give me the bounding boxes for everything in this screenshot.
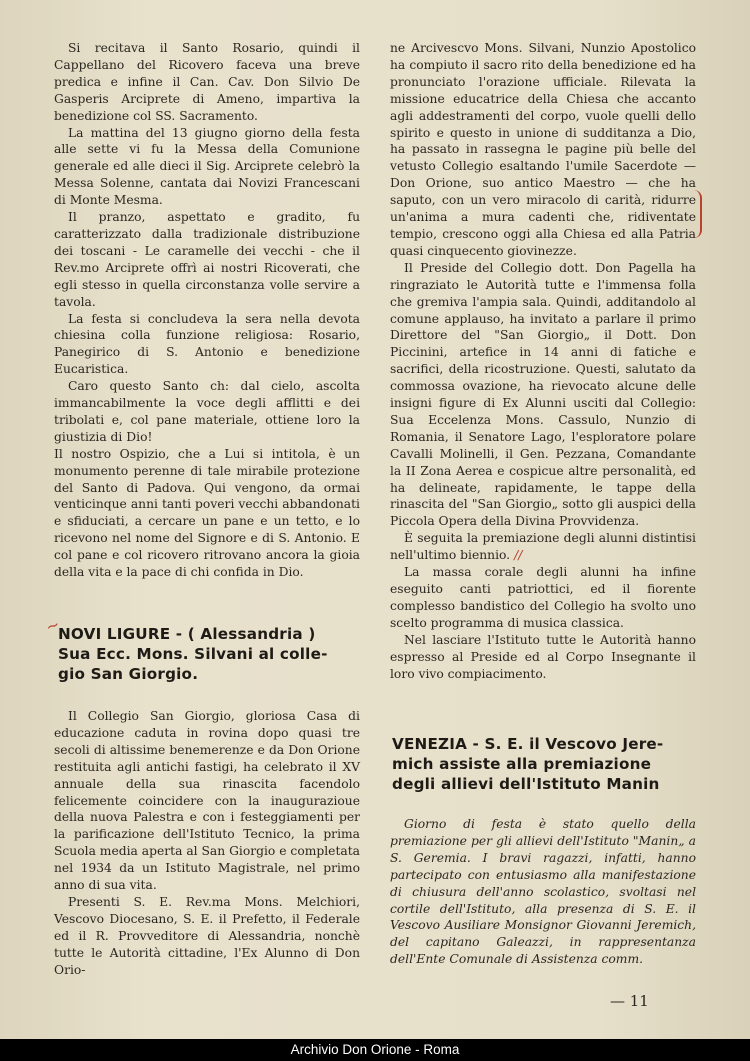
paragraph-text: È seguita la premiazione degli alunni distintisi nell'ultimo biennio.	[390, 531, 696, 563]
paragraph: Il pranzo, aspettato e gradito, fu caratterizzato dalla tradizionale distribuzione dei toscani - Le caramelle dei vecchi - che il Rev.mo Arciprete offrì ai nostri Ricoverati, che egli stesso in quella circonstanza volle servire a tavola.	[54, 210, 360, 309]
article-heading-novi-ligure	[58, 624, 358, 684]
heading-line: degli allievi dell'Istituto Manin	[392, 775, 660, 793]
red-pencil-mark-icon: ~	[43, 614, 63, 637]
paragraph: Il Collegio San Giorgio, gloriosa Casa di educazione caduta in rovina dopo quasi tre secoli di altissime benemerenze e da Don Orione restituita agli antichi fastigi, ha celebrato il XV annuale della sua rinascita facendolo felicemente coincidere con la inaugurazioue della nuova Palestra e con i festeggiamenti per la parificazione dell'Istituto Tecnico, la prima Scuola media aperta al San Giorgio e completata nel 1934 da un Istituto Magistrale, nel primo anno di sua vita.	[54, 709, 361, 893]
italic-lead-paragraph: Giorno di festa è stato quello della premiazione per gli allievi dell'Istituto "Manin„ a S. Geremia. I bravi ragazzi, infatti, hanno partecipato con entusiasmo alla manifestazione di chiusura dell'anno scolastico, svoltasi nel cortile dell'Istituto, alla presenza di S. E. il Vescovo Ausiliare Monsignor Giovanni Jeremich, del capitano Galeazzi, in rappresentanza dell'Ente Comunale di Assistenza comm.	[390, 817, 696, 967]
paragraph: Nel lasciare l'Istituto tutte le Autorità hanno espresso al Preside ed al Corpo Insegnante il loro vivo compiacimento.	[390, 632, 696, 681]
page-number: — 11	[610, 992, 649, 1010]
heading-line: mich assiste alla premiazione	[392, 755, 652, 773]
paragraph: Il nostro Ospizio, che a Lui si intitola, è un monumento perenne di tale mirabile protezione del Santo di Padova. Qui vengono, da ormai venticinque anni tanti poveri vecchi abbandonati e sfiduciati, a cercare un pane e un tetto, e lo ricevono nel nome del Signore e di S. Antonio. E col pane e col ricovero ritrovano ancora la gioia della vita e la pace di chi confida in Dio.	[54, 446, 360, 580]
paragraph: Si recitava il Santo Rosario, quindi il Cappellano del Ricovero faceva una breve predica e infine il Can. Cav. Don Silvio De Gasperis Arciprete di Ameno, impartiva la benedizione col SS. Sacramento.	[54, 41, 360, 123]
paragraph: ne Arcivescvo Mons. Silvani, Nunzio Apostolico ha compiuto il sacro rito della benedizione ed ha pronunciato l'orazione ufficiale. Rilevata la missione educatrice della Chiesa che accanto agli addestramenti del corpo, vuole quelli dello spirito e questo in unione di sudditanza a Dio, ha passato in rassegna le pagine più belle del vetusto Collegio esaltando l'umile Sacerdote — Don Orione, suo antico Maestro — che ha saputo, con un vero miracolo di carità, ridurre un'anima a mura cadenti che, ridiventate tempio, crescono oggi alla Chiesa ed alla Patria quasi cinquecento giovinezze.	[390, 41, 696, 258]
article-heading-venezia	[392, 734, 702, 794]
paragraph: Il Preside del Collegio dott. Don Pagella ha ringraziato le Autorità tutte e l'immensa folla che gremiva l'ampia sala. Quindi, additandolo al comune applauso, ha invitato a parlare il primo Direttore del "San Giorgio„ il Dott. Don Piccinini, artefice in 14 anni di fatiche e sacrifici, della ricostruzione. Questi, salutato da commossa ovazione, ha rievocato alcune delle insigni figure di Ex Alunni usciti dal Collegio: Sua Eccelenza Mons. Cassulo, Nunzio di Romania, il Senatore Lago, l'esploratore polare Cavalli Molinelli, il Gen. Pezzana, Comandante la II Zona Aerea e cospicue altre personalità, ed ha delineate, rapidamente, le tappe della rinascita del "San Giorgio„ sotto gli auspici della Piccola Opera della Divina Provvidenza.	[390, 260, 696, 529]
red-annotation-mark: //	[514, 548, 523, 563]
heading-line: NOVI LIGURE - ( Alessandria )	[58, 625, 316, 643]
right-column-article	[390, 816, 696, 968]
paragraph	[390, 530, 696, 564]
archive-footer: Archivio Don Orione - Roma	[0, 1039, 750, 1061]
heading-line: Sua Ecc. Mons. Silvani al colle-	[58, 645, 328, 663]
right-column	[390, 40, 696, 682]
red-pencil-bracket-icon	[694, 190, 702, 238]
heading-line: VENEZIA - S. E. il Vescovo Jere-	[392, 735, 664, 753]
paragraph: La massa corale degli alunni ha infine eseguito canti patriottici, ed il fiorente complesso bandistico del Collegio ha svolto uno scelto programma di musica classica.	[390, 565, 696, 630]
left-column-article	[54, 708, 360, 979]
paragraph: La festa si concludeva la sera nella devota chiesina colla funzione religiosa: Rosario, Panegirico di S. Antonio e benedizione Eucaristica.	[54, 311, 360, 377]
left-column	[54, 40, 360, 581]
heading-line: gio San Giorgio.	[58, 665, 199, 683]
paragraph: Presenti S. E. Rev.ma Mons. Melchiori, Vescovo Diocesano, S. E. il Prefetto, il Federale ed il R. Provveditore di Alessandria, nonchè tutte le Autorità cittadine, l'Ex Alunno di Don Orio-	[54, 894, 360, 977]
paragraph: Caro questo Santo ch: dal cielo, ascolta immancabilmente la voce degli afflitti e dei tribolati e, col pane materiale, ottiene loro la giustizia di Dio!	[54, 379, 360, 444]
paragraph: La mattina del 13 giugno giorno della festa alle sette vi fu la Messa della Comunione generale ed alle dieci il Sig. Arciprete celebrò la Messa Solenne, cantata dai Novizi Francescani di Monte Mesma.	[54, 125, 360, 208]
